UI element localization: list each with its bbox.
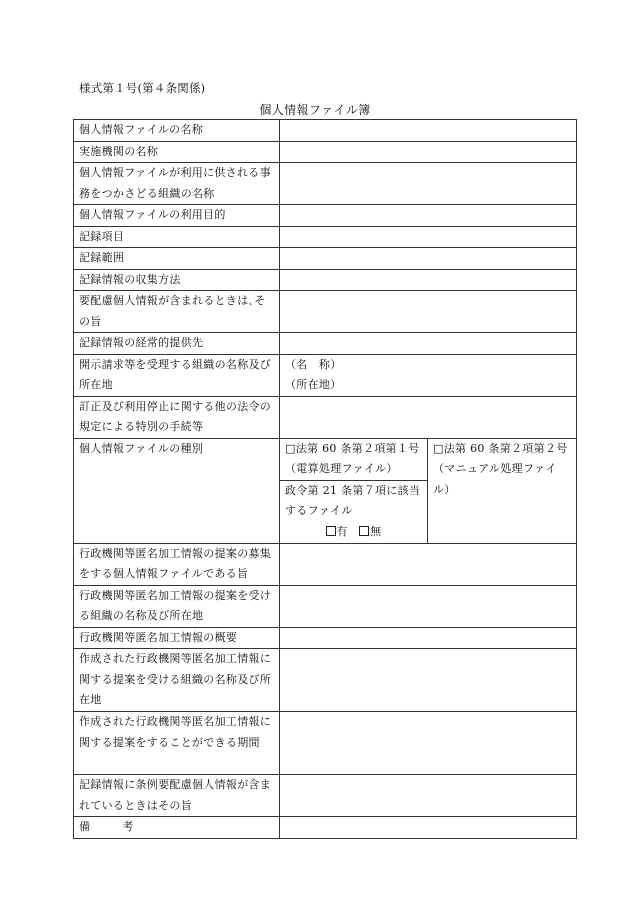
- label-anon-period: 作成された行政機関等匿名加工情報に関する提案をすることができる期間: [74, 712, 280, 775]
- remarks-char-2: 考: [122, 820, 134, 833]
- label-regular-recipient: 記録情報の経常的提供先: [74, 333, 280, 355]
- label-record-items: 記録項目: [74, 226, 280, 248]
- label-file-name: 個人情報ファイルの名称: [74, 120, 280, 142]
- value-regular-recipient[interactable]: [280, 333, 577, 355]
- table-row: [74, 649, 577, 712]
- yes-label: 有: [336, 524, 348, 538]
- table-row: [74, 141, 577, 163]
- value-remarks[interactable]: [280, 817, 577, 839]
- table-row: [74, 627, 577, 649]
- value-sensitive[interactable]: [280, 291, 577, 333]
- value-record-scope[interactable]: [280, 248, 577, 270]
- label-collection: 記録情報の収集方法: [74, 269, 280, 291]
- value-anon-org[interactable]: [280, 585, 577, 627]
- value-anon-created-org[interactable]: [280, 649, 577, 712]
- table-row: [74, 269, 577, 291]
- value-ordinance-sensitive[interactable]: [280, 775, 577, 817]
- disclosure-location-label: （所在地）: [285, 378, 342, 391]
- value-anon-solicit[interactable]: [280, 543, 577, 585]
- value-collection[interactable]: [280, 269, 577, 291]
- label-ordinance-sensitive: 記録情報に条例要配慮個人情報が含まれているときはその旨: [74, 775, 280, 817]
- label-sensitive: 要配慮個人情報が含まれるときは､その旨: [74, 291, 280, 333]
- label-managing-org: 個人情報ファイルが利用に供される事務をつかさどる組織の名称: [74, 163, 280, 205]
- no-checkbox[interactable]: [359, 526, 369, 536]
- file-type-option-electronic[interactable]: □法第 60 条第２項第１号（電算処理ファイル）: [280, 438, 428, 480]
- label-anon-solicit: 行政機関等匿名加工情報の提案の募集をする個人情報ファイルである旨: [74, 543, 280, 585]
- table-row: [74, 205, 577, 227]
- file-type-cabinet-order: [280, 480, 428, 543]
- label-purpose: 個人情報ファイルの利用目的: [74, 205, 280, 227]
- label-special-procedure: 訂正及び利用停止に関する他の法令の規定による特別の手続等: [74, 396, 280, 438]
- table-row: [74, 585, 577, 627]
- value-institution[interactable]: [280, 141, 577, 163]
- table-row: [74, 226, 577, 248]
- form-number: 様式第１号(第４条関係): [79, 81, 206, 95]
- label-record-scope: 記録範囲: [74, 248, 280, 270]
- table-row: [74, 354, 577, 396]
- value-file-name[interactable]: [280, 120, 577, 142]
- table-row: [74, 291, 577, 333]
- no-label: 無: [370, 524, 382, 538]
- value-anon-period[interactable]: [280, 712, 577, 775]
- value-purpose[interactable]: [280, 205, 577, 227]
- label-institution: 実施機関の名称: [74, 141, 280, 163]
- table-row: [74, 333, 577, 355]
- label-anon-created-org: 作成された行政機関等匿名加工情報に関する提案を受ける組織の名称及び所在地: [74, 649, 280, 712]
- file-type-option-manual[interactable]: □法第 60 条第２項第２号（マニュアル処理ファイル）: [428, 438, 577, 543]
- table-row: [74, 543, 577, 585]
- label-disclosure-org: 開示請求等を受理する組織の名称及び所在地: [74, 354, 280, 396]
- yes-no-choice: [285, 522, 422, 543]
- label-anon-summary: 行政機関等匿名加工情報の概要: [74, 627, 280, 649]
- table-row: [74, 163, 577, 205]
- table-row: [74, 817, 577, 839]
- label-anon-org: 行政機関等匿名加工情報の提案を受ける組織の名称及び所在地: [74, 585, 280, 627]
- value-managing-org[interactable]: [280, 163, 577, 205]
- disclosure-name-label: （名 称）: [285, 357, 342, 371]
- label-remarks: [74, 817, 280, 839]
- value-anon-summary[interactable]: [280, 627, 577, 649]
- remarks-char-1: 備: [79, 820, 91, 833]
- table-row: [74, 248, 577, 270]
- table-row: [74, 712, 577, 775]
- cabinet-order-label: 政令第 21 条第７項に該当するファイル: [285, 483, 421, 517]
- table-row: [74, 438, 577, 480]
- label-file-type: 個人情報ファイルの種別: [74, 438, 280, 543]
- table-row: [74, 120, 577, 142]
- table-row: [74, 396, 577, 438]
- personal-info-file-register-table: [73, 119, 577, 839]
- yes-checkbox[interactable]: [326, 526, 336, 536]
- table-row: [74, 775, 577, 817]
- value-record-items[interactable]: [280, 226, 577, 248]
- value-disclosure-org[interactable]: [280, 354, 577, 396]
- form-title: 個人情報ファイル簿: [259, 103, 371, 117]
- value-special-procedure[interactable]: [280, 396, 577, 438]
